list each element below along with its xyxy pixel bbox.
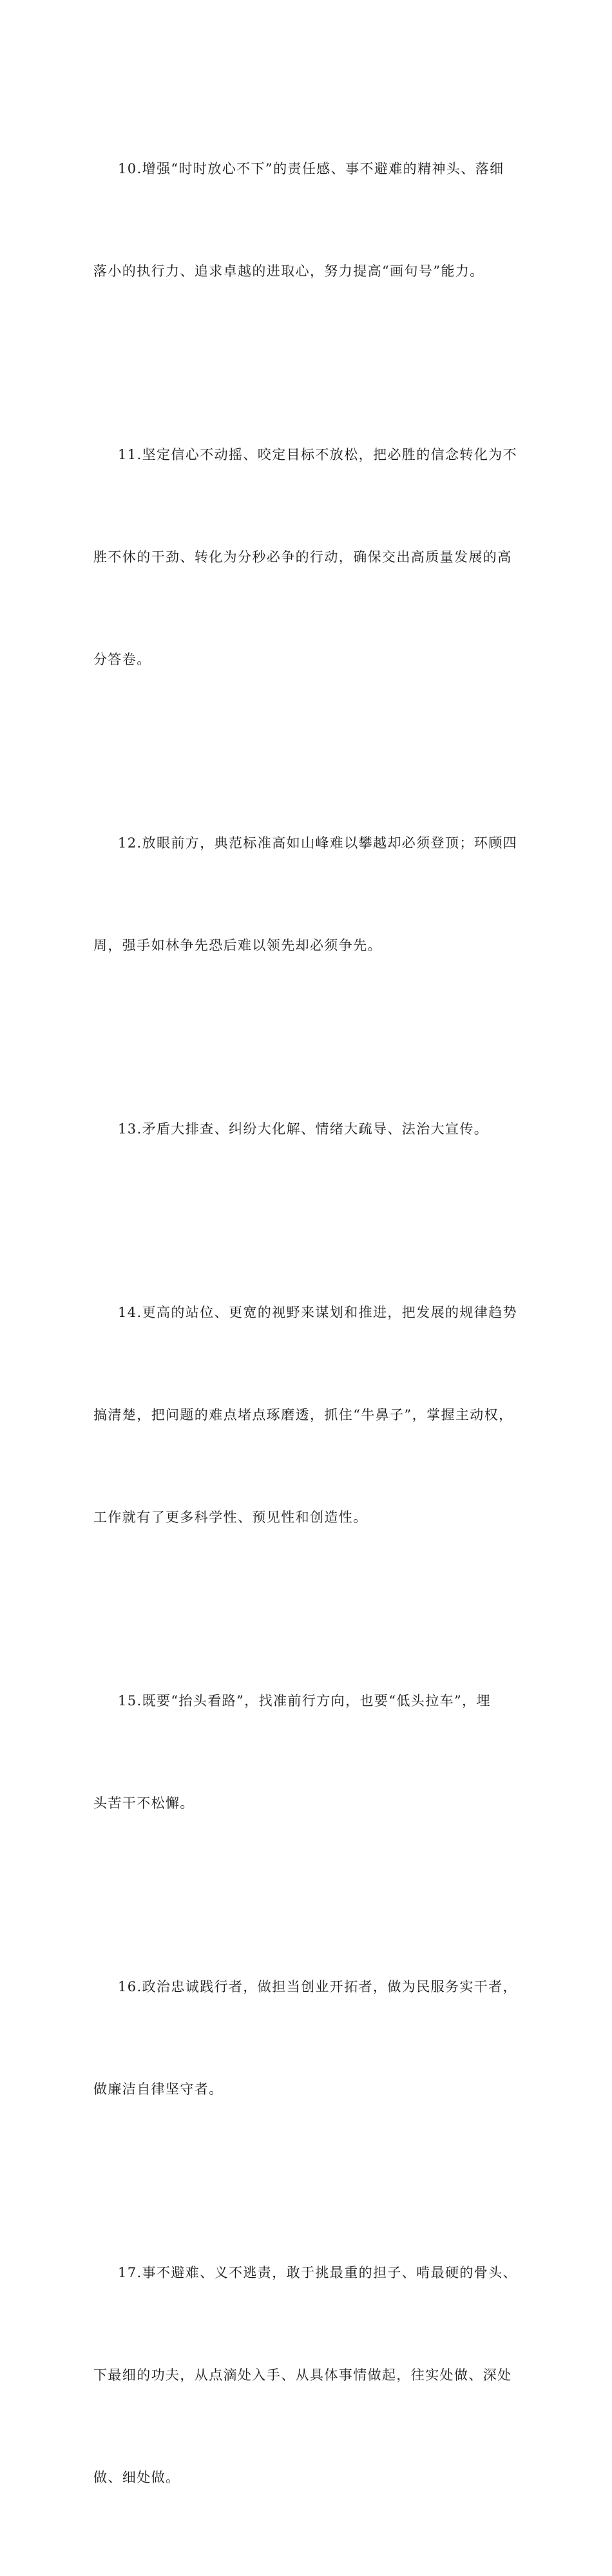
paragraph-line: 14.更高的站位、更宽的视野来谋划和推进，把发展的规律趋势	[118, 1305, 517, 1320]
paragraph-line: 做廉洁自律坚守者。	[93, 2081, 224, 2097]
paragraph-line: 16.政治忠诚践行者，做担当创业开拓者，做为民服务实干者，	[118, 1979, 517, 1994]
document-body	[93, 84, 525, 2576]
paragraph-line: 17.事不避难、义不逃责，敢于挑最重的担子、啃最硬的骨头、	[118, 2265, 517, 2280]
paragraph-14	[93, 1227, 525, 1603]
paragraph-line: 13.矛盾大排查、纠纷大化解、情绪大疏导、法治大宣传。	[118, 1121, 489, 1137]
paragraph-17	[93, 2188, 525, 2563]
paragraph-line: 胜不休的干劲、转化为分秒必争的行动，确保交出高质量发展的高	[93, 549, 512, 565]
paragraph-line: 落小的执行力、追求卓越的进取心，努力提高“画句号”能力。	[93, 263, 484, 279]
paragraph-line: 做、细处做。	[93, 2470, 180, 2485]
paragraph-line: 分答卷。	[93, 652, 151, 667]
paragraph-line: 10.增强“时时放心不下”的责任感、事不避难的精神头、落细	[118, 161, 504, 176]
paragraph-line: 头苦干不松懈。	[93, 1795, 195, 1811]
paragraph-line: 工作就有了更多科学性、预见性和创造性。	[93, 1510, 368, 1525]
paragraph-line: 12.放眼前方，典范标准高如山峰难以攀越却必须登顶；环顾四	[118, 835, 517, 851]
paragraph-line: 15.既要“抬头看路”，找准前行方向，也要“低头拉车”，埋	[118, 1693, 491, 1709]
paragraph-12	[93, 758, 525, 1031]
paragraph-13	[93, 1044, 525, 1215]
paragraph-line: 搞清楚，把问题的难点堵点琢磨透，抓住“牛鼻子”，掌握主动权，	[93, 1407, 513, 1423]
paragraph-line: 周，强手如林争先恐后难以领先却必须争先。	[93, 938, 382, 953]
paragraph-16	[93, 1902, 525, 2175]
paragraph-line: 11.坚定信心不动摇、咬定目标不放松，把必胜的信念转化为不	[118, 447, 517, 462]
paragraph-15	[93, 1616, 525, 1889]
paragraph-10	[93, 84, 525, 357]
paragraph-line: 下最细的功夫，从点滴处入手、从具体事情做起，往实处做、深处	[93, 2367, 512, 2383]
paragraph-11	[93, 370, 525, 745]
